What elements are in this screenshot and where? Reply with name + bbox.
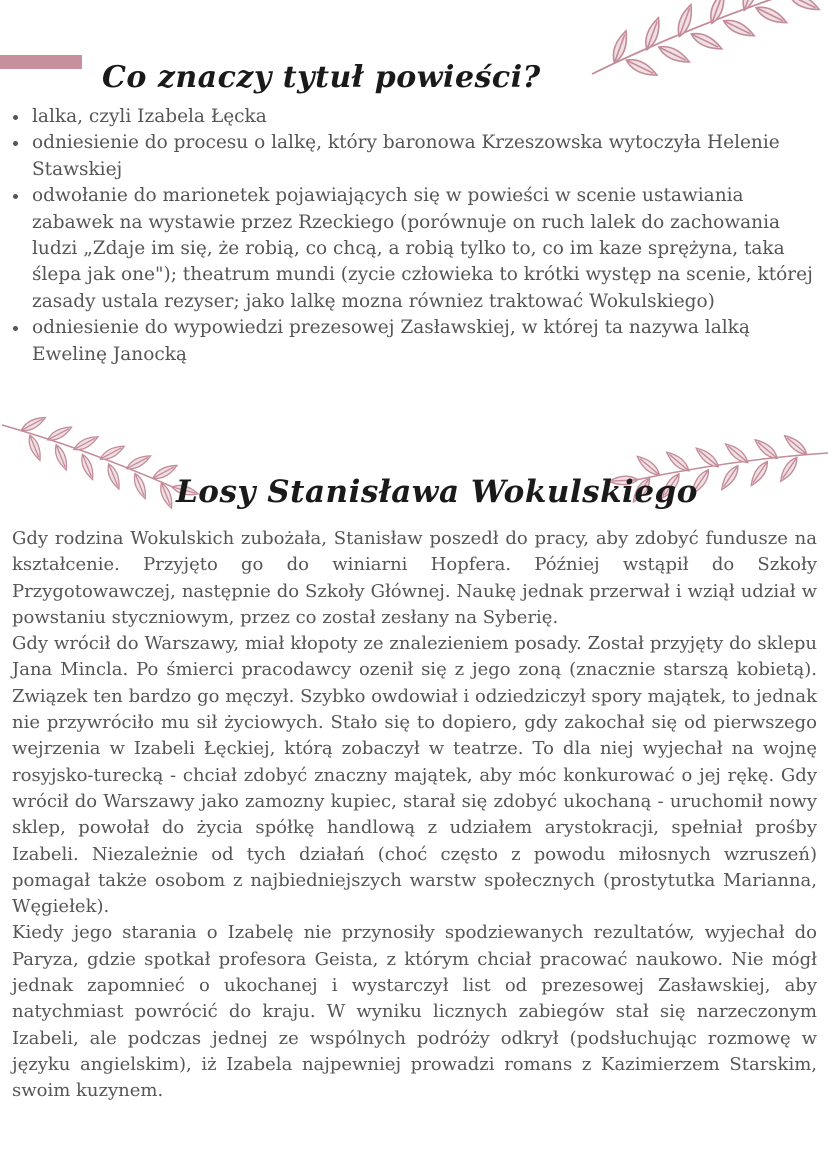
list-item: • odwołanie do marionetek pojawiających się w powieści w scenie ustawiania zabawek na wystawie przez Rzeckiego (porównuje on ruch lalek do zachowania ludzi „Zdaje im się, że robią, co chcą, a robią tylko to, co im kaze sprężyna, taka ślepa jak one"); theatrum mundi (zycie człowieka to krótki występ na scenie, której zasady ustala rezyser; jako lalkę mozna równiez traktować Wokulskiego) bbox=[30, 183, 828, 315]
list-item: • lalka, czyli Izabela Łęcka bbox=[30, 104, 828, 130]
list-item: • odniesienie do procesu o lalkę, który baronowa Krzeszowska wytoczyła Helenie Stawskiej bbox=[30, 130, 828, 183]
bullet-list bbox=[10, 104, 828, 368]
section2-title: Losy Stanisława Wokulskiego bbox=[176, 473, 698, 510]
leaf-branch-icon bbox=[0, 405, 180, 515]
section1-title: Co znaczy tytuł powieści? bbox=[102, 60, 541, 96]
accent-bar bbox=[0, 55, 82, 69]
paragraph: Gdy rodzina Wokulskich zubożała, Stanisław poszedł do pracy, aby zdobyć fundusze na kształcenie. Przyjęto go do winiarni Hopfera. Później wstąpił do Szkoły Przygotowawczej, następnie do Szkoły Głównej. Naukę jednak przerwał i wziął udział w powstaniu styczniowym, przez co został zesłany na Syberię. bbox=[12, 528, 817, 628]
paragraph: Kiedy jego starania o Izabelę nie przynosiły spodziewanych rezultatów, wyjechał do Paryza, gdzie spotkał profesora Geista, z którym chciał pracować naukowo. Nie mógł jednak zapomnieć o ukochanej i wystarczył list od prezesowej Zasławskiej, aby natychmiast powrócić do kraju. W wyniku licznych zabiegów stał się narzeczonym Izabeli, ale podczas jednej ze wspólnych podróży odkrył (podsłuchując rozmowę w języku angielskim), iż Izabela najpewniej prowadzi romans z Kazimierzem Starskim, swoim kuzynem. bbox=[12, 922, 817, 1102]
list-item: • odniesienie do wypowiedzi prezesowej Zasławskiej, w której ta nazywa lalką Ewelinę Janocką bbox=[30, 315, 828, 368]
leaf-branch-icon bbox=[588, 0, 828, 100]
paragraph: Gdy wrócił do Warszawy, miał kłopoty ze znalezieniem posady. Został przyjęty do sklepu Jana Mincla. Po śmierci pracodawcy ozenił się z jego zoną (znacznie starszą kobietą). Związek ten bardzo go męczył. Szybko owdowiał i odziedziczył spory majątek, to jednak nie przywróciło mu sił życiowych. Stało się to dopiero, gdy zakochał się od pierwszego wejrzenia w Izabeli Łęckiej, którą zobaczył w teatrze. To dla niej wyjechał na wojnę rosyjsko-turecką - chciał zdobyć znaczny majątek, aby móc konkurować o jej rękę. Gdy wrócił do Warszawy jako zamozny kupiec, starał się zdobyć ukochaną - uruchomił nowy sklep, powołał do życia spółkę handlową z udziałem arystokracji, spełniał prośby Izabeli. Niezależnie od tych działań (choć często z powodu miłosnych wzruszeń) pomagał także osobom z najbiedniejszych warstw społecznych (prostytutka Marianna, Węgiełek). bbox=[12, 633, 817, 918]
biography-text bbox=[12, 526, 817, 1105]
